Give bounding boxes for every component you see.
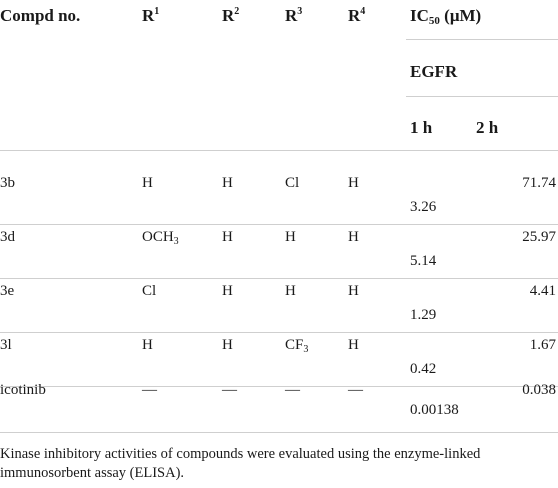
row-divider (0, 332, 558, 333)
header-r2: $R^2$ (222, 6, 240, 25)
header-r4: $R^4$ (348, 6, 366, 25)
cell-ic50-2h: 0.038 (522, 382, 556, 398)
cell-r3: — (285, 382, 300, 398)
header-1h: 1 h (410, 118, 433, 137)
cell-r4: H (348, 283, 359, 299)
row-divider (0, 386, 558, 387)
cell-ic50-1h: 0.00138 (410, 402, 459, 418)
cell-compd: 3l (0, 337, 12, 353)
row-divider (0, 224, 558, 225)
cell-ic50-2h: 25.97 (522, 229, 556, 245)
table-bottom-rule (0, 432, 558, 433)
cell-r1: H (142, 337, 153, 353)
cell-r4: H (348, 175, 359, 191)
table-footnote: Kinase inhibitory activities of compounds were evaluated using the enzyme-linked immunosorbent assay (ELISA). (0, 446, 481, 481)
cell-ic50-1h: 3.26 (410, 199, 437, 215)
header-egfr-rule (406, 96, 558, 97)
cell-compd: icotinib (0, 382, 46, 398)
cell-ic50-2h: 71.74 (522, 175, 556, 191)
cell-r3: Cl (285, 175, 300, 191)
row-divider (0, 278, 558, 279)
cell-r3: H (285, 229, 296, 245)
cell-r2: H (222, 175, 233, 191)
cell-r1: H (142, 175, 153, 191)
cell-r4: H (348, 337, 359, 353)
cell-r1: Cl (142, 283, 157, 299)
header-r3: $R^3$ (285, 6, 303, 25)
cell-r4: H (348, 229, 359, 245)
header-bottom-rule (0, 150, 558, 151)
cell-ic50-2h: 1.67 (529, 337, 556, 353)
header-egfr: EGFR (410, 62, 458, 81)
cell-ic50-1h: 0.42 (410, 361, 437, 377)
cell-r2: — (222, 382, 237, 398)
cell-compd: 3d (0, 229, 15, 245)
cell-r3: H (285, 283, 296, 299)
cell-r2: H (222, 283, 233, 299)
cell-r1: $OCH_3$ (142, 229, 179, 247)
header-compd: Compd no. (0, 6, 81, 25)
cell-r2: H (222, 229, 233, 245)
cell-r4: — (348, 382, 363, 398)
header-2h: 2 h (476, 118, 499, 137)
cell-r3: $CF_3$ (285, 337, 309, 355)
cell-r1: — (142, 382, 157, 398)
cell-r2: H (222, 337, 233, 353)
header-ic50: $IC_{50}$ (μM) (410, 6, 482, 27)
cell-ic50-1h: 1.29 (410, 307, 437, 323)
header-r1: $R^1$ (142, 6, 160, 25)
cell-ic50-1h: 5.14 (410, 253, 437, 269)
cell-ic50-2h: 4.41 (529, 283, 556, 299)
cell-compd: 3e (0, 283, 15, 299)
header-ic50-rule (406, 39, 558, 40)
cell-compd: 3b (0, 175, 15, 191)
